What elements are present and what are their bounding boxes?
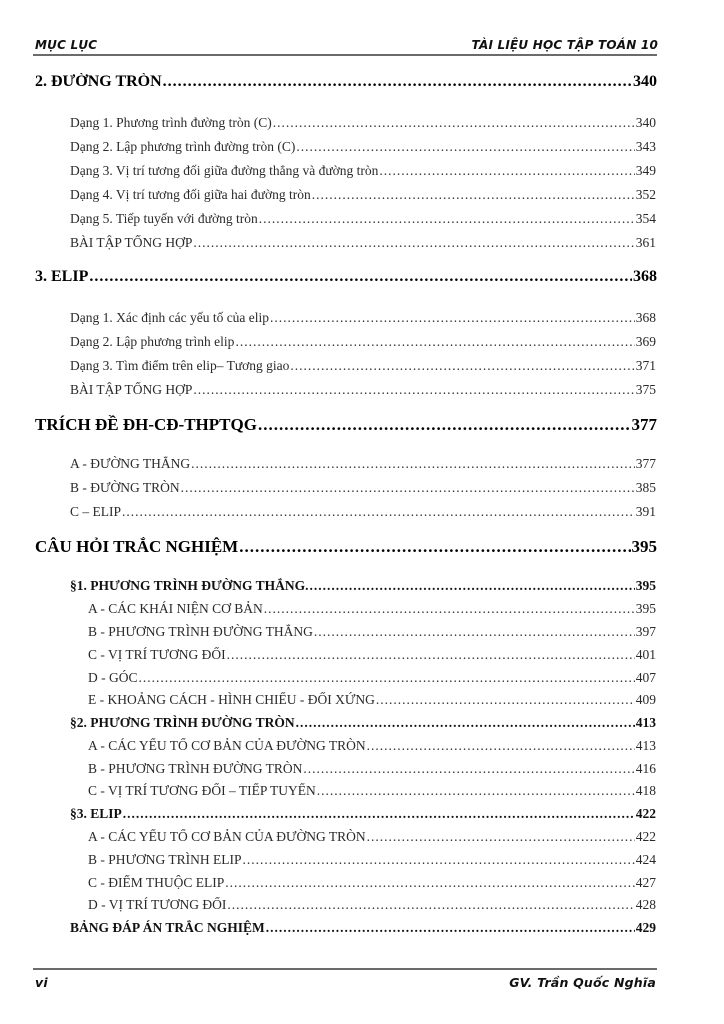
toc-title: A - CÁC YẾU TỐ CƠ BẢN CỦA ĐƯỜNG TRÒN bbox=[88, 738, 366, 753]
toc-entry[interactable] bbox=[70, 358, 656, 374]
toc-title: CÂU HỎI TRẮC NGHIỆM bbox=[35, 537, 239, 556]
toc-page-number: 416 bbox=[635, 761, 656, 776]
toc-title: Dạng 3. Vị trí tương đối giữa đường thẳng và đường tròn bbox=[70, 163, 379, 178]
toc-leader bbox=[259, 211, 635, 227]
toc-title: B - ĐƯỜNG TRÒN bbox=[70, 480, 180, 495]
toc-page-number: 395 bbox=[631, 537, 657, 556]
toc-page-number: 413 bbox=[635, 738, 656, 753]
toc-entry[interactable] bbox=[88, 875, 656, 891]
toc-page-number: 369 bbox=[635, 334, 656, 349]
toc-page-number: 409 bbox=[635, 692, 656, 707]
toc-leader bbox=[123, 806, 635, 822]
toc-page-number: 422 bbox=[635, 829, 656, 844]
toc-section[interactable] bbox=[70, 806, 656, 822]
toc-leader bbox=[239, 537, 630, 557]
toc-title: D - GÓC bbox=[88, 670, 138, 685]
toc-leader bbox=[317, 783, 635, 799]
toc-page-number: 354 bbox=[635, 211, 656, 226]
toc-page-number: 422 bbox=[635, 806, 656, 821]
toc-page-number: 377 bbox=[631, 415, 657, 434]
toc-entry[interactable] bbox=[70, 334, 656, 350]
toc-entry[interactable] bbox=[70, 187, 656, 203]
toc-title: A - ĐƯỜNG THẲNG bbox=[70, 456, 191, 471]
toc-leader bbox=[312, 187, 635, 203]
toc-page-number: 397 bbox=[635, 624, 656, 639]
toc-leader bbox=[264, 601, 635, 617]
toc-page-number: 340 bbox=[635, 115, 656, 130]
toc-leader bbox=[242, 852, 634, 868]
toc-leader bbox=[296, 715, 635, 731]
toc-entry[interactable] bbox=[88, 783, 656, 799]
toc-title: BÀI TẬP TỔNG HỢP bbox=[70, 382, 193, 397]
toc-title: Dạng 5. Tiếp tuyến với đường tròn bbox=[70, 211, 258, 226]
toc-title: B - PHƯƠNG TRÌNH ELIP bbox=[88, 852, 242, 867]
toc-chapter[interactable] bbox=[35, 73, 657, 91]
toc-leader bbox=[235, 334, 634, 350]
toc-leader bbox=[227, 897, 634, 913]
toc-page-number: 368 bbox=[633, 268, 657, 285]
toc-section[interactable] bbox=[70, 578, 656, 594]
toc-leader bbox=[181, 480, 635, 496]
toc-leader bbox=[89, 268, 632, 286]
toc-page-number: 340 bbox=[633, 73, 657, 90]
toc-title: Dạng 3. Tìm điểm trên elip– Tương giao bbox=[70, 358, 290, 373]
header-section-label: MỤC LỤC bbox=[35, 38, 98, 52]
toc-title: A - CÁC YẾU TỐ CƠ BẢN CỦA ĐƯỜNG TRÒN bbox=[88, 829, 366, 844]
toc-page-number: 349 bbox=[635, 163, 656, 178]
toc-title: Dạng 2. Lập phương trình elip bbox=[70, 334, 235, 349]
toc-page-number: 395 bbox=[635, 578, 656, 593]
toc-title: BÀI TẬP TỔNG HỢP bbox=[70, 235, 193, 250]
toc-page-number: 395 bbox=[635, 601, 656, 616]
toc-leader bbox=[367, 738, 635, 754]
toc-leader bbox=[379, 163, 634, 179]
toc-title: C - VỊ TRÍ TƯƠNG ĐỐI – TIẾP TUYẾN bbox=[88, 783, 316, 798]
toc-title: §2. PHƯƠNG TRÌNH ĐƯỜNG TRÒN bbox=[70, 715, 295, 730]
toc-page-number: 377 bbox=[635, 456, 656, 471]
toc-entry[interactable] bbox=[88, 647, 656, 663]
toc-entry[interactable] bbox=[88, 601, 656, 617]
toc-leader bbox=[191, 456, 635, 472]
toc-entry[interactable] bbox=[70, 115, 656, 131]
toc-leader bbox=[376, 692, 635, 708]
toc-chapter[interactable] bbox=[35, 268, 657, 286]
toc-leader bbox=[193, 235, 634, 251]
toc-entry[interactable] bbox=[70, 382, 656, 398]
toc-title: 2. ĐƯỜNG TRÒN bbox=[35, 73, 162, 90]
toc-chapter[interactable] bbox=[35, 415, 657, 435]
toc-title: Dạng 1. Phương trình đường tròn (C) bbox=[70, 115, 272, 130]
toc-page-number: 401 bbox=[635, 647, 656, 662]
toc-page-number: 361 bbox=[635, 235, 656, 250]
toc-title: B - PHƯƠNG TRÌNH ĐƯỜNG TRÒN bbox=[88, 761, 303, 776]
toc-entry[interactable] bbox=[88, 692, 656, 708]
toc-page-number: 352 bbox=[635, 187, 656, 202]
toc-leader bbox=[303, 761, 634, 777]
toc-entry[interactable] bbox=[88, 829, 656, 845]
toc-page-number: 424 bbox=[635, 852, 656, 867]
toc-leader bbox=[258, 415, 631, 435]
toc-title: C - VỊ TRÍ TƯƠNG ĐỐI bbox=[88, 647, 226, 662]
toc-page-number: 413 bbox=[635, 715, 656, 730]
toc-title: B - PHƯƠNG TRÌNH ĐƯỜNG THẲNG bbox=[88, 624, 313, 639]
toc-entry[interactable] bbox=[70, 211, 656, 227]
toc-leader bbox=[367, 829, 635, 845]
toc-title: TRÍCH ĐỀ ĐH-CĐ-THPTQG bbox=[35, 415, 257, 434]
toc-page-number: 429 bbox=[635, 920, 656, 935]
footer-page-number: vi bbox=[35, 975, 48, 990]
toc-page-number: 343 bbox=[635, 139, 656, 154]
toc-entry[interactable] bbox=[88, 670, 656, 686]
toc-title: BẢNG ĐÁP ÁN TRẮC NGHIỆM bbox=[70, 920, 265, 935]
toc-page-number: 407 bbox=[635, 670, 656, 685]
toc-title: A - CÁC KHÁI NIỆN CƠ BẢN bbox=[88, 601, 263, 616]
toc-page-number: 375 bbox=[635, 382, 656, 397]
toc-entry[interactable] bbox=[88, 761, 656, 777]
toc-entry[interactable] bbox=[88, 738, 656, 754]
toc-leader bbox=[314, 624, 635, 640]
toc-entry[interactable] bbox=[70, 163, 656, 179]
toc-page-number: 385 bbox=[635, 480, 656, 495]
toc-entry[interactable] bbox=[70, 310, 656, 326]
footer-divider bbox=[33, 968, 657, 970]
toc-entry[interactable] bbox=[70, 235, 656, 251]
toc-leader bbox=[290, 358, 634, 374]
toc-page-number: 391 bbox=[635, 504, 656, 519]
toc-title: C - ĐIỂM THUỘC ELIP bbox=[88, 875, 225, 890]
toc-entry[interactable] bbox=[70, 480, 656, 496]
toc-title: C – ELIP bbox=[70, 504, 122, 519]
toc-leader bbox=[139, 670, 635, 686]
toc-title: Dạng 4. Vị trí tương đối giữa hai đường tròn bbox=[70, 187, 311, 202]
toc-leader bbox=[296, 139, 634, 155]
toc-entry[interactable] bbox=[88, 897, 656, 913]
toc-entry[interactable] bbox=[88, 624, 656, 640]
toc-page-number: 418 bbox=[635, 783, 656, 798]
toc-title: Dạng 2. Lập phương trình đường tròn (C) bbox=[70, 139, 296, 154]
toc-title: §1. PHƯƠNG TRÌNH ĐƯỜNG THẲNG. bbox=[70, 578, 309, 593]
toc-page-number: 428 bbox=[635, 897, 656, 912]
toc-leader bbox=[163, 73, 632, 91]
toc-entry[interactable] bbox=[70, 504, 656, 520]
toc-entry[interactable] bbox=[70, 456, 656, 472]
toc-leader bbox=[266, 920, 635, 936]
toc-leader bbox=[227, 647, 635, 663]
toc-page-number: 427 bbox=[635, 875, 656, 890]
toc-title: 3. ELIP bbox=[35, 268, 89, 285]
toc-leader bbox=[225, 875, 635, 891]
toc-entry[interactable] bbox=[70, 139, 656, 155]
toc-title: Dạng 1. Xác định các yếu tố của elip bbox=[70, 310, 270, 325]
toc-title: E - KHOẢNG CÁCH - HÌNH CHIẾU - ĐỐI XỨNG bbox=[88, 692, 375, 707]
toc-leader bbox=[270, 310, 635, 326]
toc-chapter[interactable] bbox=[35, 537, 657, 557]
toc-leader bbox=[122, 504, 635, 520]
toc-title: D - VỊ TRÍ TƯƠNG ĐỐI bbox=[88, 897, 227, 912]
toc-title: §3. ELIP bbox=[70, 806, 122, 821]
toc-page-number: 371 bbox=[635, 358, 656, 373]
toc-leader bbox=[193, 382, 634, 398]
toc-page-number: 368 bbox=[635, 310, 656, 325]
toc-section[interactable] bbox=[70, 920, 656, 936]
toc-section[interactable] bbox=[70, 715, 656, 731]
toc-leader bbox=[273, 115, 635, 131]
header-divider bbox=[33, 54, 657, 56]
header-book-title: TÀI LIỆU HỌC TẬP TOÁN 10 bbox=[471, 38, 658, 52]
toc-leader bbox=[310, 578, 635, 594]
toc-entry[interactable] bbox=[88, 852, 656, 868]
footer-author: GV. Trần Quốc Nghĩa bbox=[509, 975, 656, 990]
